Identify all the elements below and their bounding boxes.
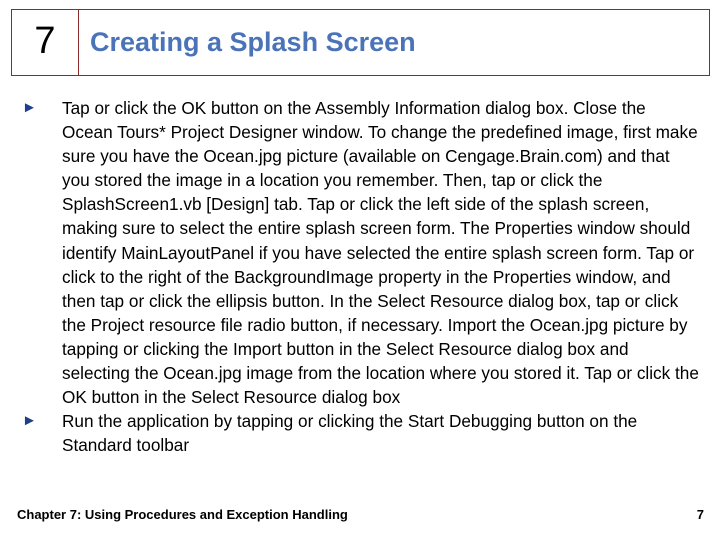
bullet-text: Tap or click the OK button on the Assembly Information dialog box. Close the Ocean Tours* Project Designer window. To change the predefined image, first make sure you have the Ocean.jpg picture (available on Cengage.Brain.com) and that you stored the image in a location you remember. Then, tap or click the SplashScreen1.vb [Design] tab. Tap or click the left side of the splash screen, making sure to select the entire splash screen form. The Properties window should identify MainLayoutPanel if you have selected the entire splash screen form. Tap or click to the right of the BackgroundImage property in the Properties window, and then tap or click the ellipsis button. In the Select Resource dialog box, tap or click the Project resource file radio button, if necessary. Import the Ocean.jpg picture by tapping or clicking the Import button in the Select Resource dialog box and selecting the Ocean.jpg image from the location where you stored it. Tap or click the OK button in the Select Resource dialog box (62, 98, 699, 408)
page-number: 7 (696, 507, 704, 522)
bullet-list (20, 96, 700, 457)
bullet-arrow-icon: ► (22, 412, 37, 430)
bullet-item-1 (20, 96, 700, 409)
header-bottom-rule (79, 75, 709, 76)
header-top-rule (79, 9, 709, 10)
bullet-item-2 (20, 409, 700, 457)
slide-title: Creating a Splash Screen (90, 27, 416, 57)
footer-chapter-title: Chapter 7: Using Procedures and Exception Handling (17, 507, 348, 522)
chapter-number-box (11, 9, 79, 76)
bullet-arrow-icon: ► (22, 99, 37, 116)
bullet-text: Run the application by tapping or clicking the Start Debugging button on the Standard toolbar (62, 411, 638, 456)
header-right-rule (709, 9, 710, 76)
chapter-number: 7 (34, 19, 56, 62)
